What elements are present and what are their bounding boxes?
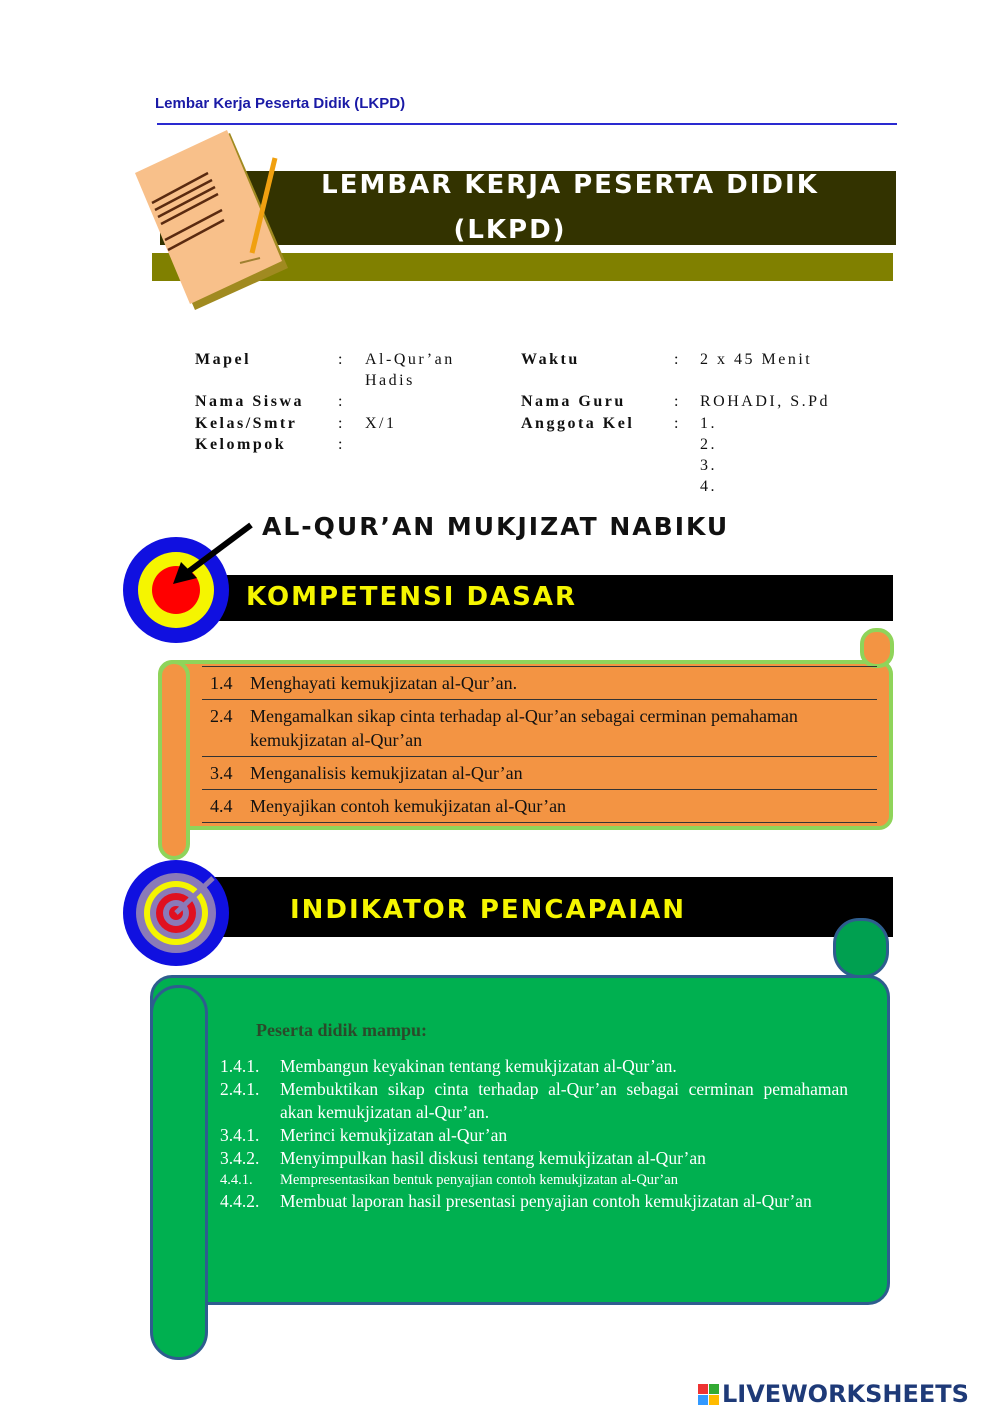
ind-number: 4.4.2.: [220, 1191, 260, 1211]
liveworksheets-logo: [698, 1380, 969, 1408]
anggota-3[interactable]: 3.: [700, 457, 717, 474]
mapel-value-2: Hadis: [365, 372, 415, 389]
kd-scroll-curl: [860, 628, 894, 668]
kd-item: [202, 790, 877, 823]
mapel-value: Al-Qur’an: [365, 351, 455, 368]
ind-item: [220, 1055, 848, 1078]
colon: :: [338, 351, 345, 368]
kd-number: 4.4: [210, 796, 233, 816]
colon: :: [674, 393, 681, 410]
waktu-label: Waktu: [521, 351, 580, 368]
ind-number: 2.4.1.: [220, 1079, 260, 1099]
ind-number: 4.4.1.: [220, 1172, 253, 1188]
kelas-value: X/1: [365, 415, 397, 432]
kd-text: Menghayati kemukjizatan al-Qur’an.: [250, 673, 518, 693]
anggota-1[interactable]: 1.: [700, 415, 717, 432]
ind-item: [220, 1190, 848, 1213]
title-line-2: (LKPD): [453, 215, 567, 245]
colon: :: [674, 415, 681, 432]
bullseye-icon: [123, 860, 233, 970]
ind-text: Membuktikan sikap cinta terhadap al-Qur’an sebagai cerminan pemahaman akan kemukjizatan al-Qur’an.: [280, 1079, 848, 1122]
anggota-4[interactable]: 4.: [700, 478, 717, 495]
colon: :: [674, 351, 681, 368]
ind-number: 1.4.1.: [220, 1056, 260, 1076]
ind-item: [220, 1124, 848, 1147]
colon: :: [338, 436, 345, 453]
ind-scroll-curl: [833, 918, 889, 978]
document-pencil-icon: [130, 128, 295, 318]
anggota-label: Anggota Kel: [521, 415, 635, 432]
ind-list: [220, 1055, 848, 1213]
ind-intro: Peserta didik mampu:: [256, 1020, 427, 1040]
ind-number: 3.4.2.: [220, 1148, 260, 1168]
ind-number: 3.4.1.: [220, 1125, 260, 1145]
kd-number: 3.4: [210, 763, 233, 783]
ind-item: [220, 1078, 848, 1124]
kd-text: Menganalisis kemukjizatan al-Qur’an: [250, 763, 523, 783]
title-line-1: LEMBAR KERJA PESERTA DIDIK: [321, 170, 819, 200]
guru-label: Nama Guru: [521, 393, 626, 410]
colon: :: [338, 415, 345, 432]
ind-text: Menyimpulkan hasil diskusi tentang kemukjizatan al-Qur’an: [280, 1148, 706, 1168]
kd-number: 2.4: [210, 706, 233, 726]
logo-icon: [698, 1384, 719, 1405]
kd-item: [202, 757, 877, 790]
page-header: Lembar Kerja Peserta Didik (LKPD): [155, 95, 406, 112]
kd-item: [202, 667, 877, 700]
watermark-text: LIVEWORKSHEETS: [722, 1380, 969, 1408]
kd-number: 1.4: [210, 673, 233, 693]
target-arrow-icon: [123, 520, 258, 645]
ind-text: Mempresentasikan bentuk penyajian contoh kemukjizatan al-Qur’an: [280, 1172, 678, 1188]
ind-scroll-roll: [150, 985, 208, 1360]
topic-title: AL-QUR’AN MUKJIZAT NABIKU: [262, 512, 730, 541]
kd-text: Menyajikan contoh kemukjizatan al-Qur’an: [250, 796, 567, 816]
mapel-label: Mapel: [195, 351, 252, 368]
ind-text: Membuat laporan hasil presentasi penyajian contoh kemukjizatan al-Qur’an: [280, 1191, 812, 1211]
guru-value: ROHADI, S.Pd: [700, 393, 831, 410]
kelompok-label: Kelompok: [195, 436, 287, 453]
kd-title: KOMPETENSI DASAR: [246, 582, 578, 612]
anggota-2[interactable]: 2.: [700, 436, 717, 453]
ind-item: [220, 1170, 848, 1190]
kd-scroll-roll: [158, 660, 190, 860]
kd-list: [202, 666, 877, 823]
ind-item: [220, 1147, 848, 1170]
colon: :: [338, 393, 345, 410]
waktu-value: 2 x 45 Menit: [700, 351, 813, 368]
nama-siswa-label: Nama Siswa: [195, 393, 305, 410]
indikator-title: INDIKATOR PENCAPAIAN: [290, 895, 686, 925]
kelas-label: Kelas/Smtr: [195, 415, 298, 432]
ind-text: Membangun keyakinan tentang kemukjizatan al-Qur’an.: [280, 1056, 677, 1076]
ind-text: Merinci kemukjizatan al-Qur’an: [280, 1125, 508, 1145]
kd-item: [202, 700, 877, 757]
kd-text: Mengamalkan sikap cinta terhadap al-Qur’an sebagai cerminan pemahaman kemukjizatan al-Qur’an: [250, 706, 798, 750]
header-rule: [157, 123, 897, 125]
